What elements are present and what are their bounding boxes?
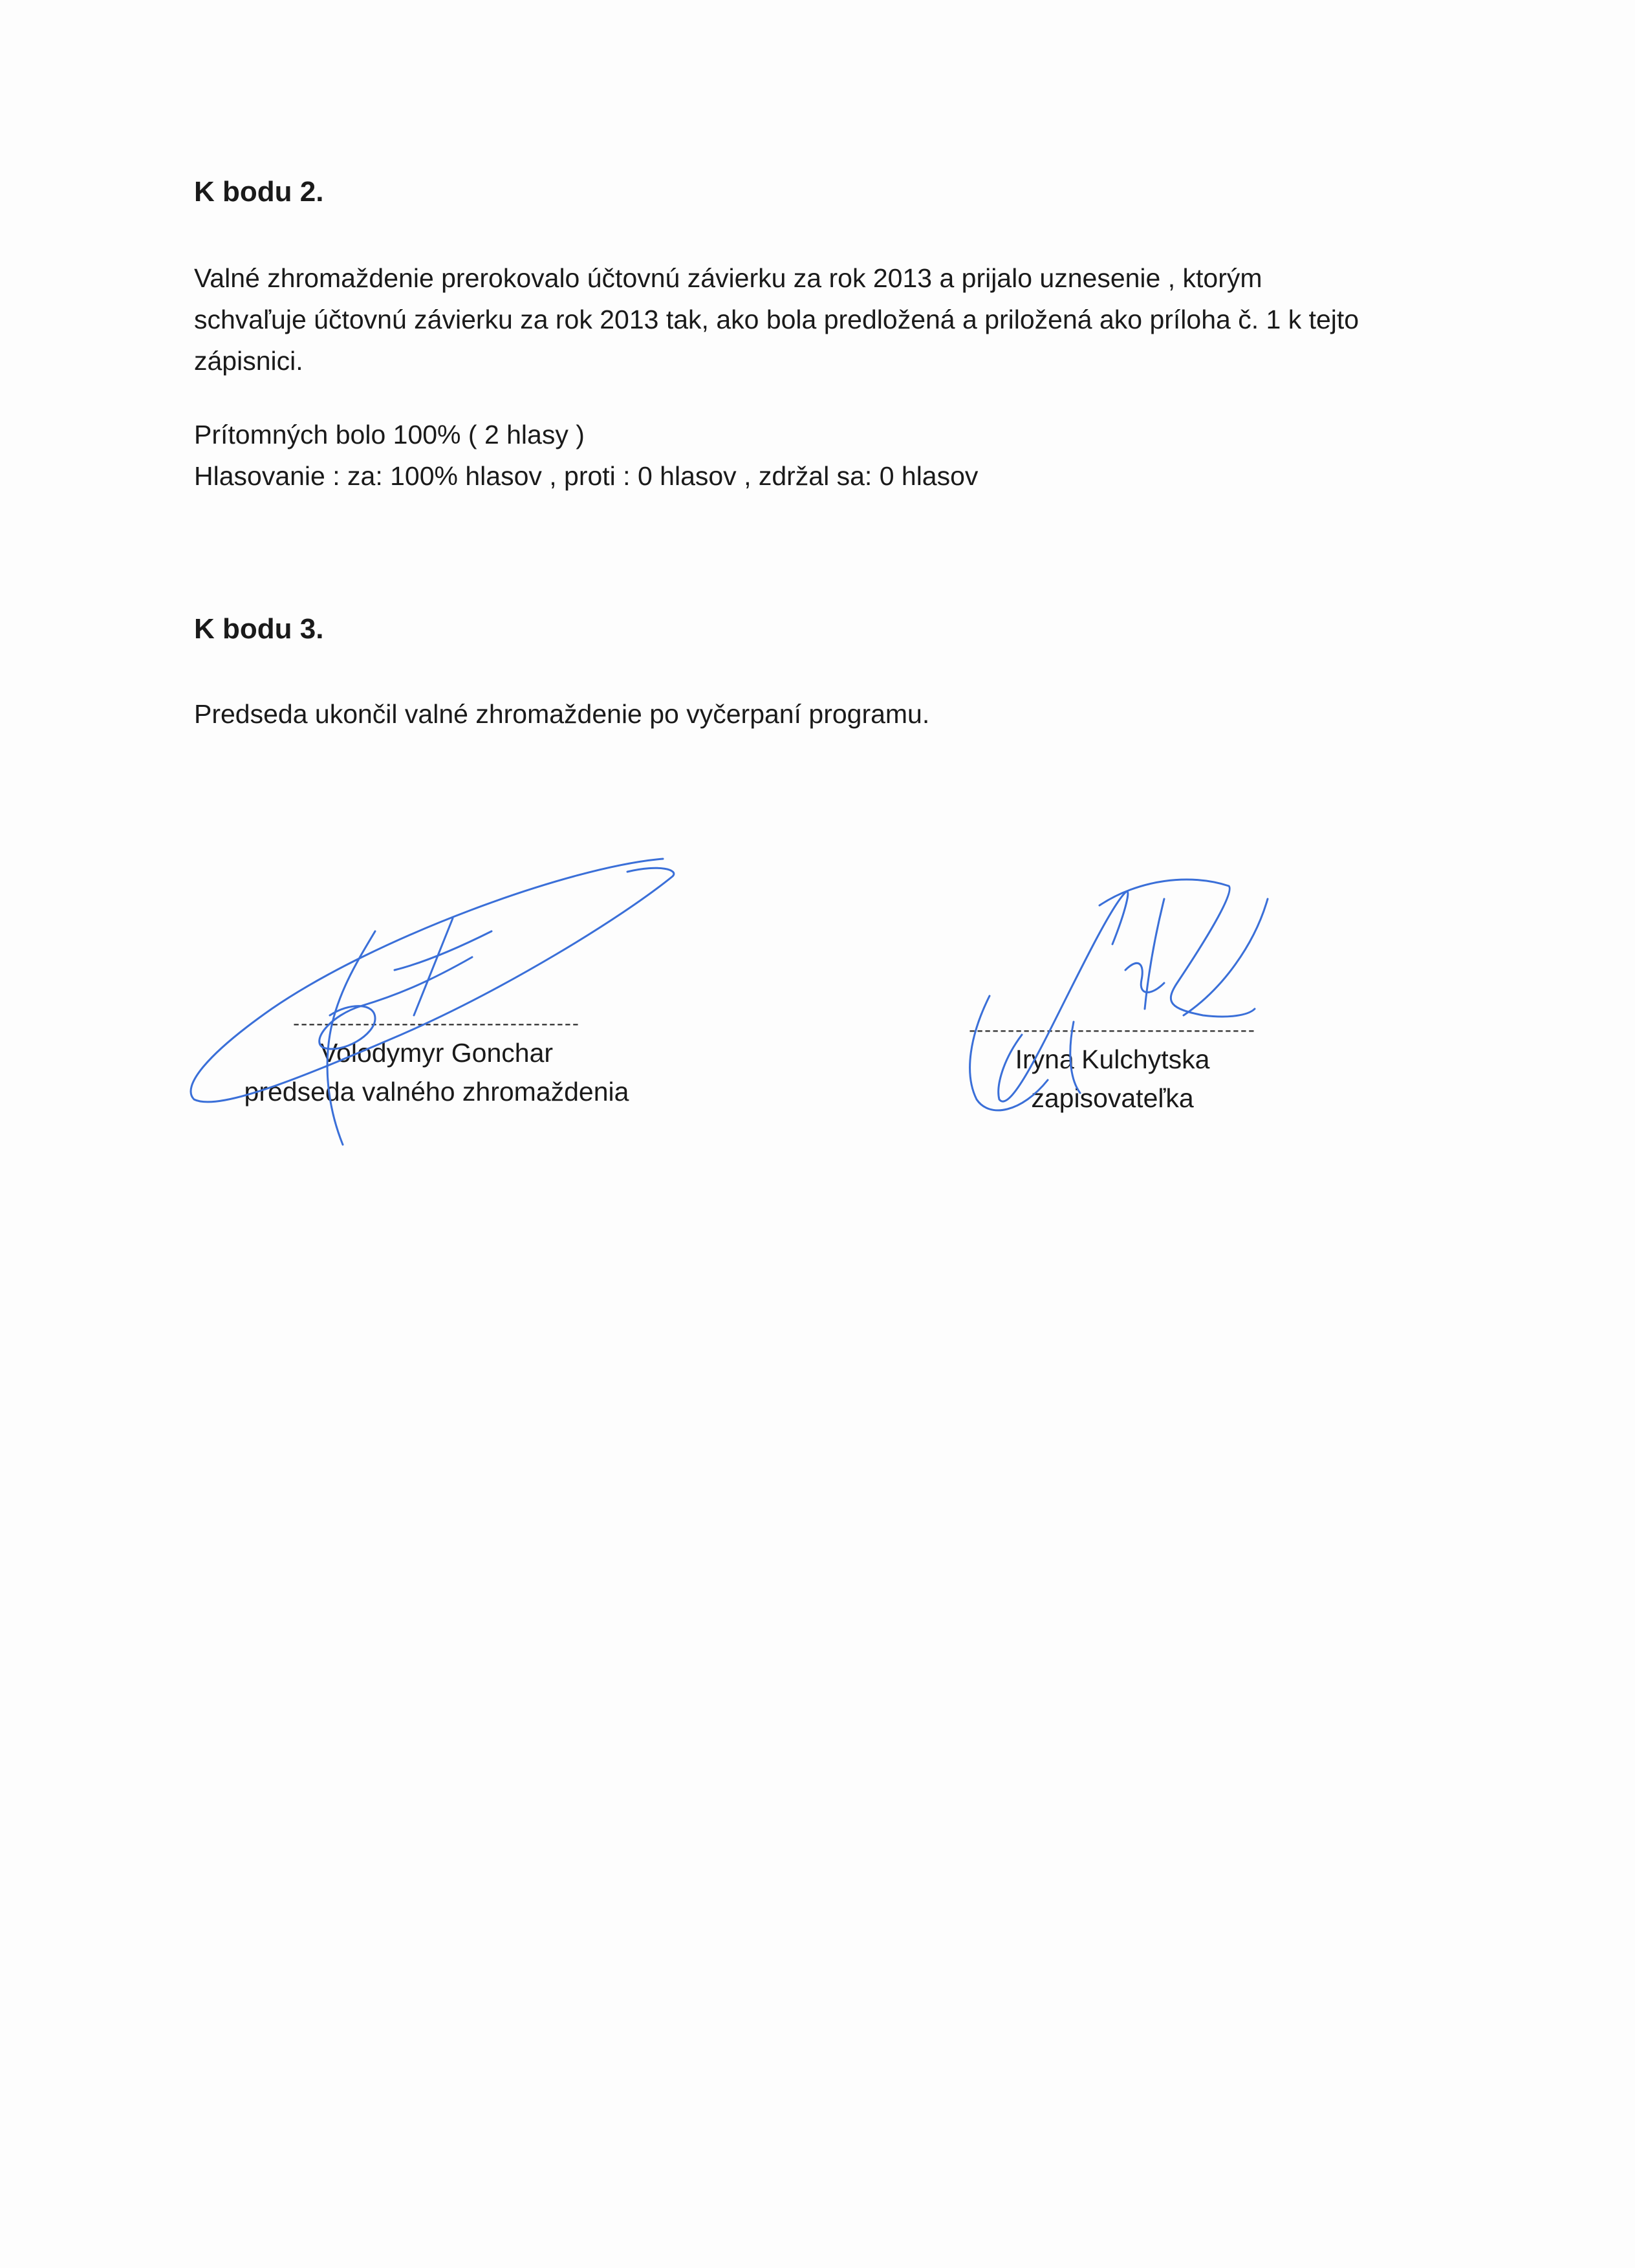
section-2-voting	[194, 414, 1488, 497]
signer-name: Iryna Kulchytska	[1015, 1044, 1210, 1074]
signer-name: Volodymyr Gonchar	[319, 1038, 554, 1068]
signature-block-secretary	[931, 1021, 1294, 1118]
signature-line: -------------------------------------	[293, 1014, 580, 1033]
section-3-paragraph	[194, 693, 1488, 735]
signer-role: predseda valného zhromaždenia	[244, 1077, 629, 1107]
attendance-line: Prítomných bolo 100% ( 2 hlasy )	[194, 420, 585, 449]
section-2-heading: K bodu 2.	[194, 176, 324, 208]
section-2-paragraph	[194, 257, 1488, 382]
section-2-line-1: Valné zhromaždenie prerokovalo účtovnú závierku za rok 2013 a prijalo uznesenie , ktorým	[194, 263, 1262, 293]
section-3-heading: K bodu 3.	[194, 613, 324, 645]
voting-line: Hlasovanie : za: 100% hlasov , proti : 0 hlasov , zdržal sa: 0 hlasov	[194, 461, 979, 491]
signature-block-chairman	[220, 1014, 653, 1111]
signature-line: -------------------------------------	[969, 1021, 1256, 1040]
section-3-line: Predseda ukončil valné zhromaždenie po vyčerpaní programu.	[194, 699, 930, 729]
section-2-line-3: zápisnici.	[194, 346, 303, 376]
section-2-line-2: schvaľuje účtovnú závierku za rok 2013 tak, ako bola predložená a priložená ako príloha č. 1 k tejto	[194, 305, 1359, 334]
signer-role: zapisovateľka	[1031, 1083, 1194, 1113]
